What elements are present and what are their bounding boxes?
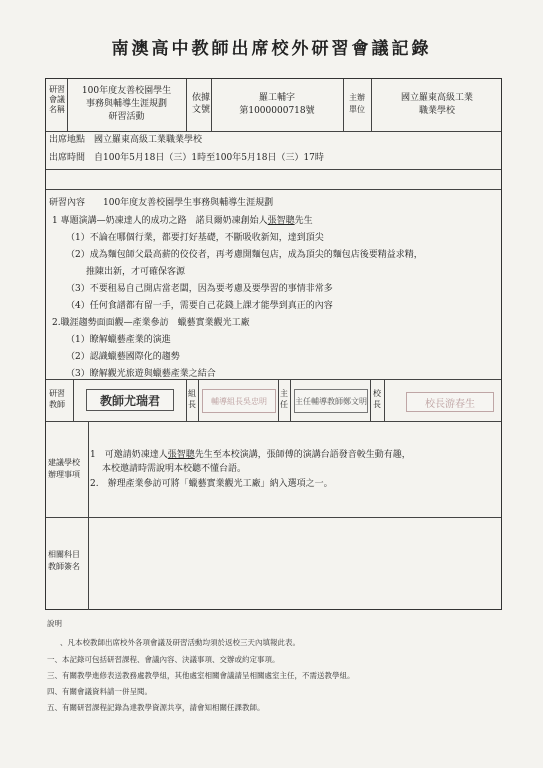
related-teachers-label: 相關科目 教師簽名: [48, 550, 80, 571]
notes-item: 、凡本校教師出席校外各項會議及研習活動均須於返校三天內填報此表。: [60, 638, 300, 647]
notes-item: 五、有關研習課程記錄為達教學資源共享，請會知相關任課教師。: [47, 703, 265, 712]
section-1-item: （4）任何食譜都有留一手，需要自己花錢上課才能學到真正的內容: [66, 301, 333, 311]
record-form: [45, 78, 502, 610]
organizer-value: 國立羅東高級工業 職業學校: [400, 93, 473, 116]
notes-item: 四、有關會議資料請一併呈閱。: [47, 687, 152, 696]
leader-label: 組 長: [188, 389, 196, 409]
section-2-title: 2.職涯趨勢面面觀—產業參訪 蠟藝實業觀光工廠: [52, 318, 250, 328]
notes-item: 一、本記錄可包括研習課程、會議內容、決議事項、交辦或約定事項。: [47, 655, 280, 664]
section-2-item: （3）瞭解觀光旅遊與蠟藝產業之結合: [66, 369, 216, 379]
section-1-title: 1 專題演講—奶凍達人的成功之路 諾貝爾奶凍創始人張智聰先生: [52, 216, 313, 226]
notes-item: 三、有關教學進修表送教務處教學組，其他處室相關會議請呈相關處室主任，不需送教學組。: [47, 671, 355, 680]
suggestion-item: 1 可邀請奶凍達人張智聰先生至本校演講，張師傅的演講台語發音較生動有趣，: [90, 450, 411, 460]
organizer-label: 主辦 單位: [349, 93, 365, 114]
section-2-item: （2）認識蠟藝國際化的趨勢: [66, 352, 180, 362]
content-heading: 研習內容 100年度友善校園學生事務與輔導生涯規劃: [49, 198, 274, 208]
page-title: 南澳高中教師出席校外研習會議記錄: [111, 39, 432, 59]
teacher-label: 研習 教師: [49, 389, 65, 409]
director-label: 主 任: [280, 389, 288, 409]
suggestion-label: 建議學校 辦理事項: [48, 458, 80, 479]
principal-label: 校 長: [373, 389, 381, 409]
section-2-item: （1）瞭解蠟藝產業的演進: [66, 335, 171, 345]
meeting-name-value: 100年度友善校園學生 事務與輔導生涯規劃 研習活動: [81, 86, 172, 122]
suggestion-item: 本校邀請時需說明本校聽不懂台語。: [102, 464, 247, 474]
basis-label: 依據 文號: [192, 93, 211, 115]
section-1-item: （3）不要租易自己開店當老闆，因為要考慮及要學習的事情非常多: [66, 284, 333, 294]
basis-value: 羅工輔字 第1000000718號: [239, 93, 315, 116]
notes-heading: 說明: [47, 619, 62, 628]
section-1-item: （1）不論在哪個行業，都要打好基礎，不斷吸收新知，達到頂尖: [66, 233, 324, 243]
meeting-name-label: 研習 會議 名稱: [49, 85, 65, 114]
section-1-item: 推陳出新，才可確保客源: [86, 267, 186, 277]
director-seal: 主任輔導教師鄭文明: [294, 389, 368, 413]
time-text: 出席時間 自100年5月18日（三）1時至100年5月18日（三）17時: [49, 153, 324, 163]
leader-seal: 輔導組長吳忠明: [202, 389, 276, 413]
section-1-item: （2）成為麵包師父最高薪的佼佼者，再考慮開麵包店，成為頂尖的麵包店後要精益求精，: [66, 250, 423, 260]
location-text: 出席地點 國立羅東高級工業職業學校: [49, 135, 203, 145]
teacher-seal: 教師尤瑞君: [86, 389, 174, 411]
suggestion-item: 2. 辦理產業參訪可將「蠟藝實業觀光工廠」納入選項之一。: [90, 479, 333, 489]
principal-seal: 校長游春生: [406, 392, 494, 412]
